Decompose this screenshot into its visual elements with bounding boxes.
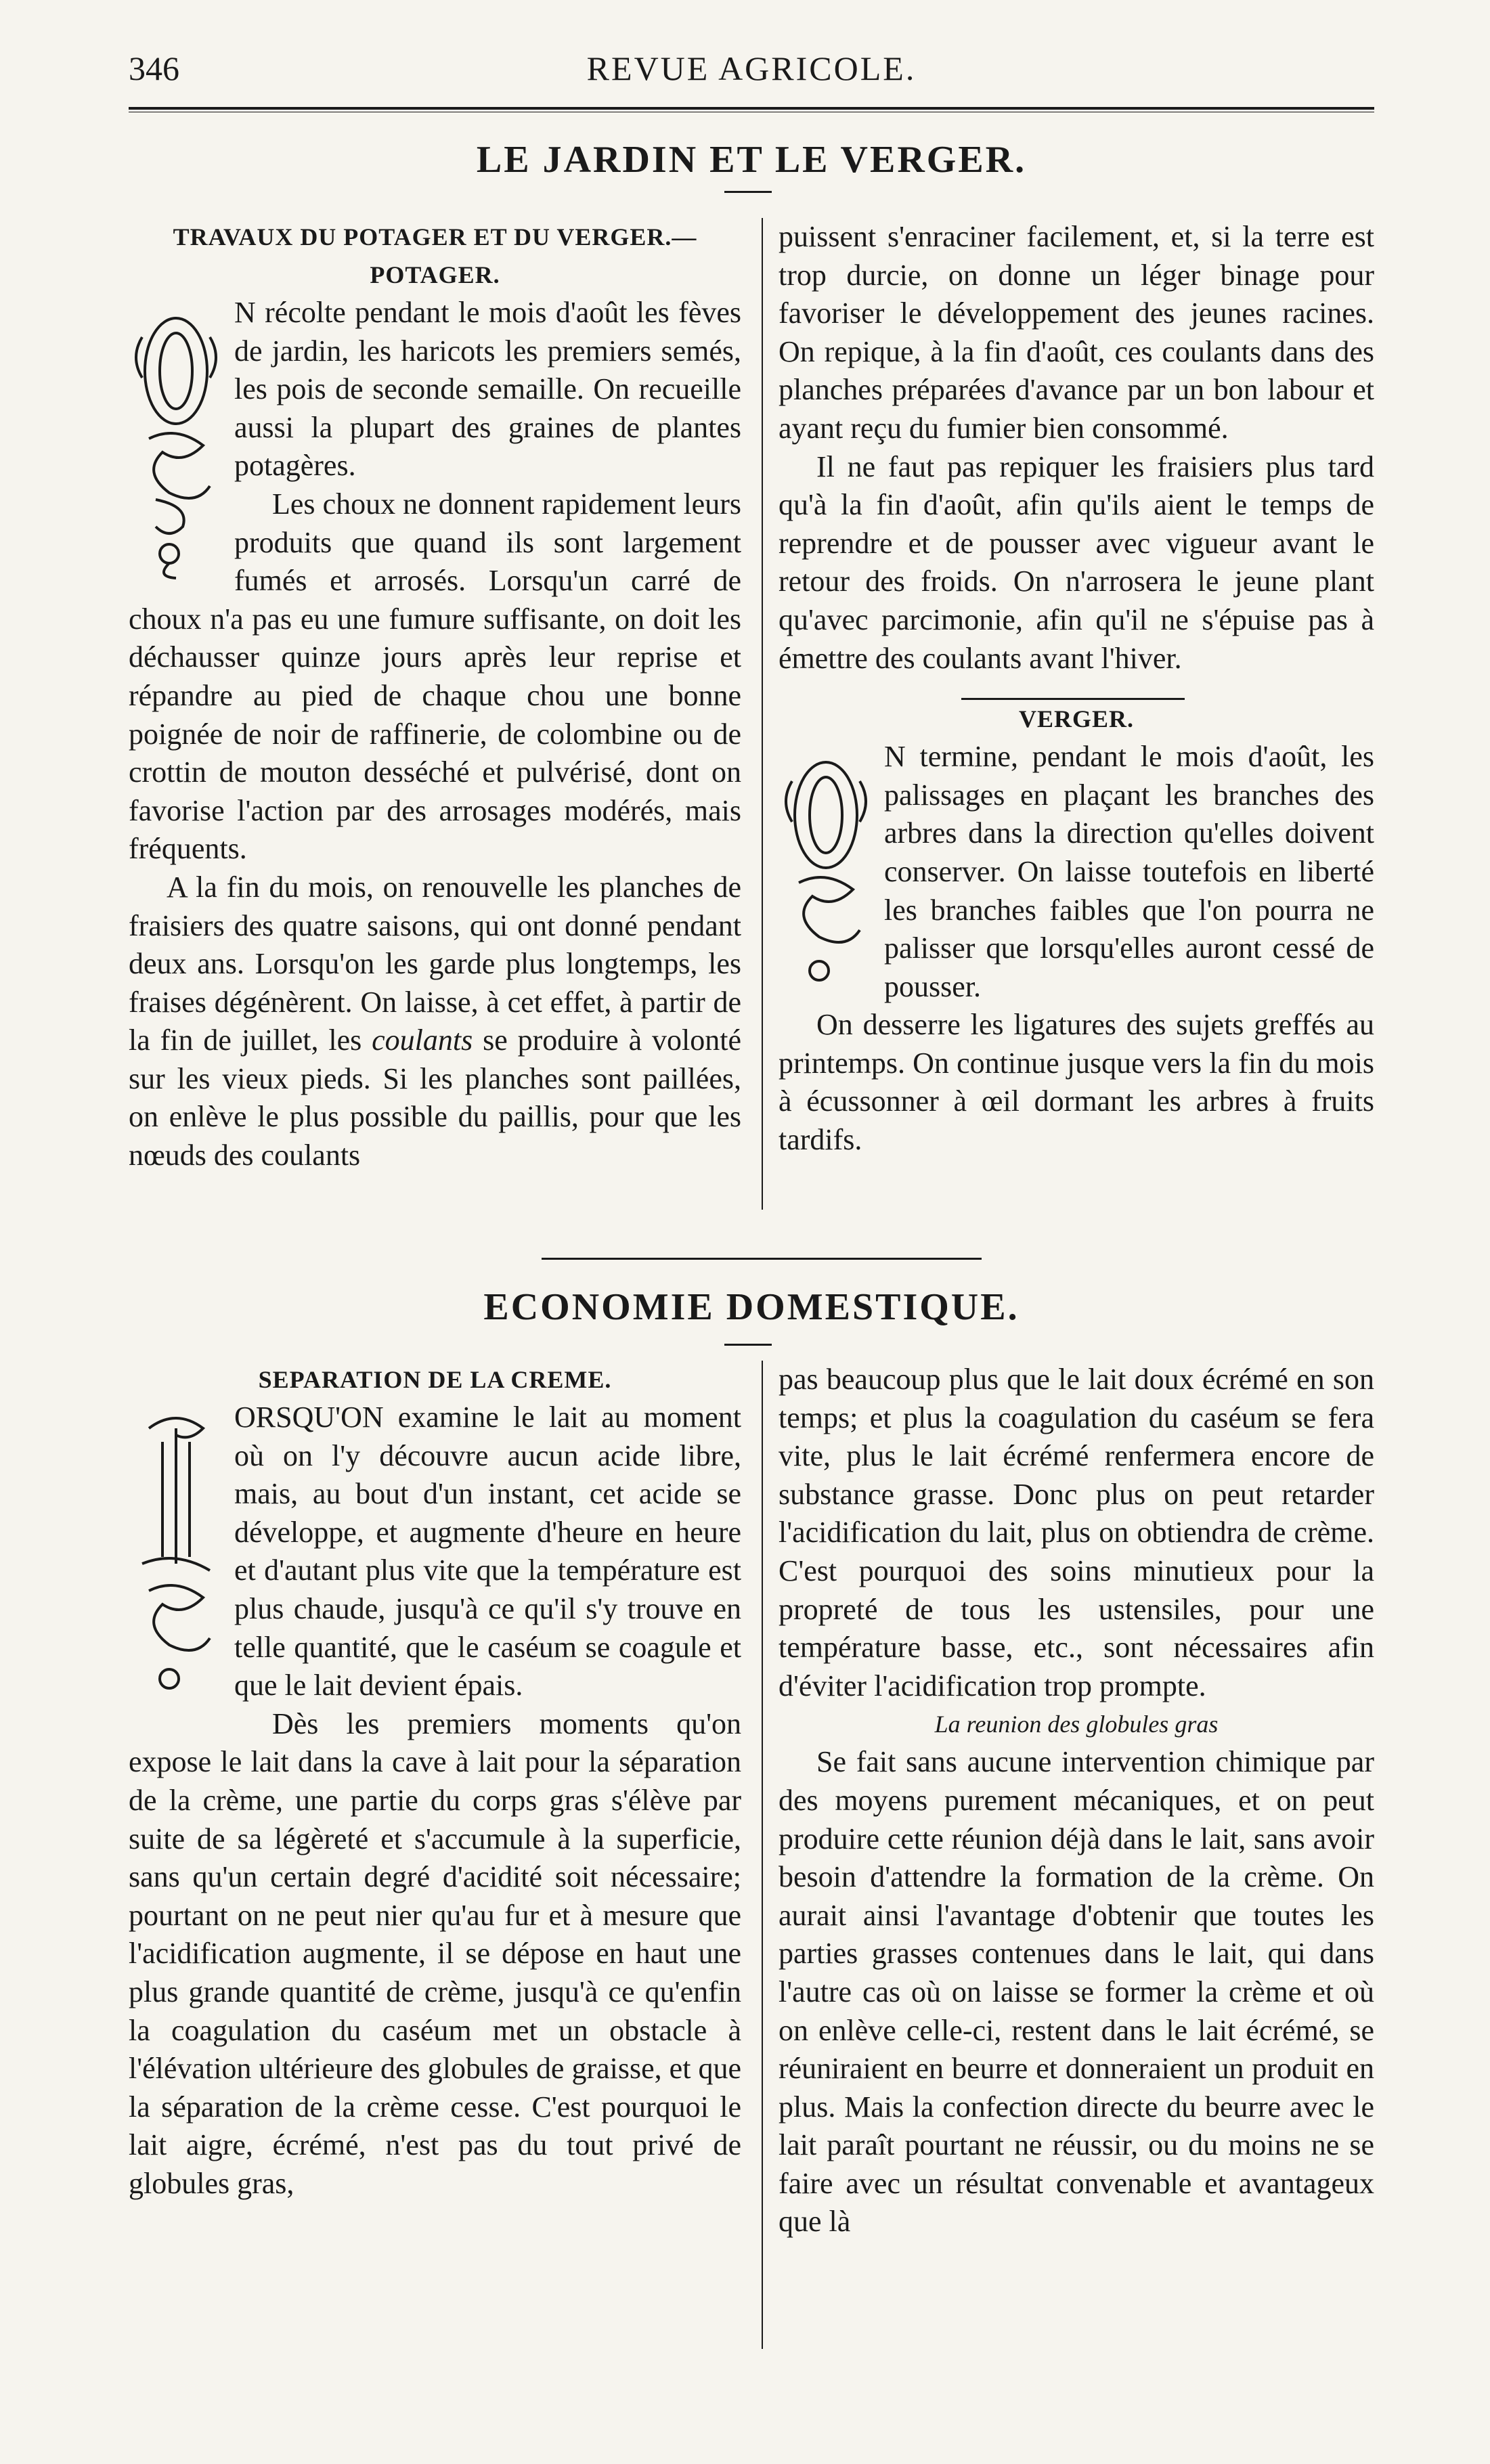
column-economie-left: [129, 1361, 741, 2203]
ornamental-initial-l: [129, 1401, 223, 1706]
header-rule: [129, 107, 1374, 110]
para-fraisiers: [129, 868, 741, 1175]
subhead-reunion-globules: La reunion des globules gras: [934, 1711, 1219, 1738]
para-lorsquon-body: examine le lait au moment où on l'y découvre aucun acide libre, mais, au bout d'un instant, cet acide se développe, et augmente d'heure en heure et d'autant plus vite que la température est plus chaude, jusqu'à ce qu'il s'y trouve en telle quantité, que le caséum se coagule et que le lait devient épais.: [234, 1401, 741, 1702]
title-underline-2: [724, 1344, 772, 1346]
ornamental-initial-o: [129, 296, 223, 581]
subhead-potager: TRAVAUX DU POTAGER ET DU VERGER.— POTAGER.: [173, 223, 697, 288]
ornament-o-icon: [129, 296, 223, 581]
column-divider-1: [762, 218, 763, 1210]
para-premiers-moments: Dès les premiers moments qu'on expose le lait dans la cave à lait pour la séparation de la crème, une partie du corps gras s'élève par suite de sa légèreté et s'accumule à la superficie, sans qu'un certain degré d'acidité soit nécessaire; pourtant on ne peut nier qu'au fur et à mesure que l'acidification augmente, il se dépose en haut une plus grande quantité de crème, jusqu'à ce qu'enfin la coagulation du caséum met un obstacle à l'élévation ultérieure des globules de graisse, et que la séparation de la crème cesse. C'est pourquoi le lait aigre, écrémé, n'est pas du tout privé de globules gras,: [129, 1707, 741, 2200]
para-ligatures: On desserre les ligatures des sujets greffés au printemps. On continue jusque vers la fin du mois à écussonner à œil dormant les arbres à fruits tardifs.: [779, 1008, 1374, 1157]
para-fraisiers-italic: coulants: [372, 1024, 473, 1057]
ornament-o-verger-icon: [779, 741, 873, 998]
section-title-economie: ECONOMIE DOMESTIQUE.: [483, 1286, 1020, 1328]
para-fraisiers-start: A la fin du mois, on renouvelle les planches de fraisiers des quatre saisons, qui ont donné pendant deux ans. Lorsqu'on les garde plus longtemps, les fraises dégénèrent. On laisse, à cet effet, à partir de la fin de juillet, les: [129, 870, 741, 1057]
para-fraisiers-end: se produire à volonté sur les vieux pieds. Si les planches sont paillées, on enlève le plus possible du paillis, pour que les nœuds des coulants: [129, 1024, 741, 1172]
column-jardin-left: [129, 218, 741, 1175]
subsection-rule: [961, 698, 1185, 700]
para-coulants: puissent s'enraciner facilement, et, si la terre est trop durcie, on donne un léger binage pour favoriser le développement des jeunes racines. On repique, à la fin d'août, ces coulants dans des planches préparées d'avance par un bon labour et ayant reçu du fumier bien consommé.: [779, 220, 1374, 445]
section-title-jardin: LE JARDIN ET LE VERGER.: [476, 139, 1027, 181]
para-recolte: N récolte pendant le mois d'août les fèves de jardin, les haricots les premiers semés, les pois de seconde semaille. On recueille aussi la plupart des graines de plantes potagères.: [234, 296, 741, 483]
column-economie-right: [779, 1361, 1374, 2241]
para-choux: Les choux ne donnent rapidement leurs produits que quand ils sont largement fumés et arrosés. Lorsqu'un carré de choux n'a pas eu une fumure suffisante, on doit les déchausser quinze jours après leur reprise et répandre au pied de chaque chou une bonne poignée de noir de raffinerie, de colombine ou de crottin de mouton desséché et pulvérisé, dont on favorise l'action par des arrosages modérés, mais fréquents.: [129, 487, 741, 866]
column-jardin-right: [779, 218, 1374, 1160]
subhead-separation: SEPARATION DE LA CREME.: [258, 1366, 612, 1393]
ornamental-initial-o-verger: [779, 741, 873, 998]
para-repiquer: Il ne faut pas repiquer les fraisiers plus tard qu'à la fin d'août, afin qu'ils aient le temps de reprendre et de pousser avec vigueur avant le retour des froids. On n'arrosera le jeune plant qu'avec parcimonie, afin qu'il ne s'épuise pas à émettre des coulants avant l'hiver.: [779, 449, 1374, 675]
para-lorsquon-lead: ORSQU'ON: [234, 1401, 384, 1434]
page-number: 346: [129, 49, 179, 87]
journal-title: REVUE AGRICOLE.: [586, 49, 917, 87]
column-divider-2: [762, 1361, 763, 2349]
subhead-verger: VERGER.: [1018, 705, 1135, 733]
section-divider: [542, 1258, 982, 1260]
para-reunion: Se fait sans aucune intervention chimique par des moyens purement mécaniques, et on peut produire cette réunion déjà dans le lait, sans avoir besoin d'attendre la formation de la crème. On aurait ainsi l'avantage d'obtenir que toutes les parties grasses contenues dans le lait, qui dans l'autre cas où on laisse se former la crème et où on enlève celle-ci, restent dans le lait écrémé, se réuniraient en beurre et donneraient un produit en plus. Mais la confection directe du beurre avec le lait paraît pourtant ne réussir, ou du moins ne se faire avec un résultat convenable et avantageux que là: [779, 1745, 1374, 2239]
para-lait-doux: pas beaucoup plus que le lait doux écrémé en son temps; et plus la coagulation du caséum se fera vite, plus le lait écrémé renfermera encore de substance grasse. Donc plus on peut retarder l'acidification du lait, plus on obtiendra de crème. C'est pourquoi des soins minutieux pour la propreté de tous les ustensiles, pour une température basse, etc., sont nécessaires afin d'éviter l'acidification trop prompte.: [779, 1363, 1374, 1702]
running-head: [129, 49, 1374, 96]
title-underline: [724, 191, 772, 193]
ornament-l-icon: [129, 1401, 223, 1706]
para-palissages: N termine, pendant le mois d'août, les palissages en plaçant les branches des arbres dans la direction qu'elles doivent conserver. On laisse toutefois en liberté les branches faibles que l'on pourra ne palisser que lorsqu'elles auront cessé de pousser.: [884, 740, 1374, 1003]
